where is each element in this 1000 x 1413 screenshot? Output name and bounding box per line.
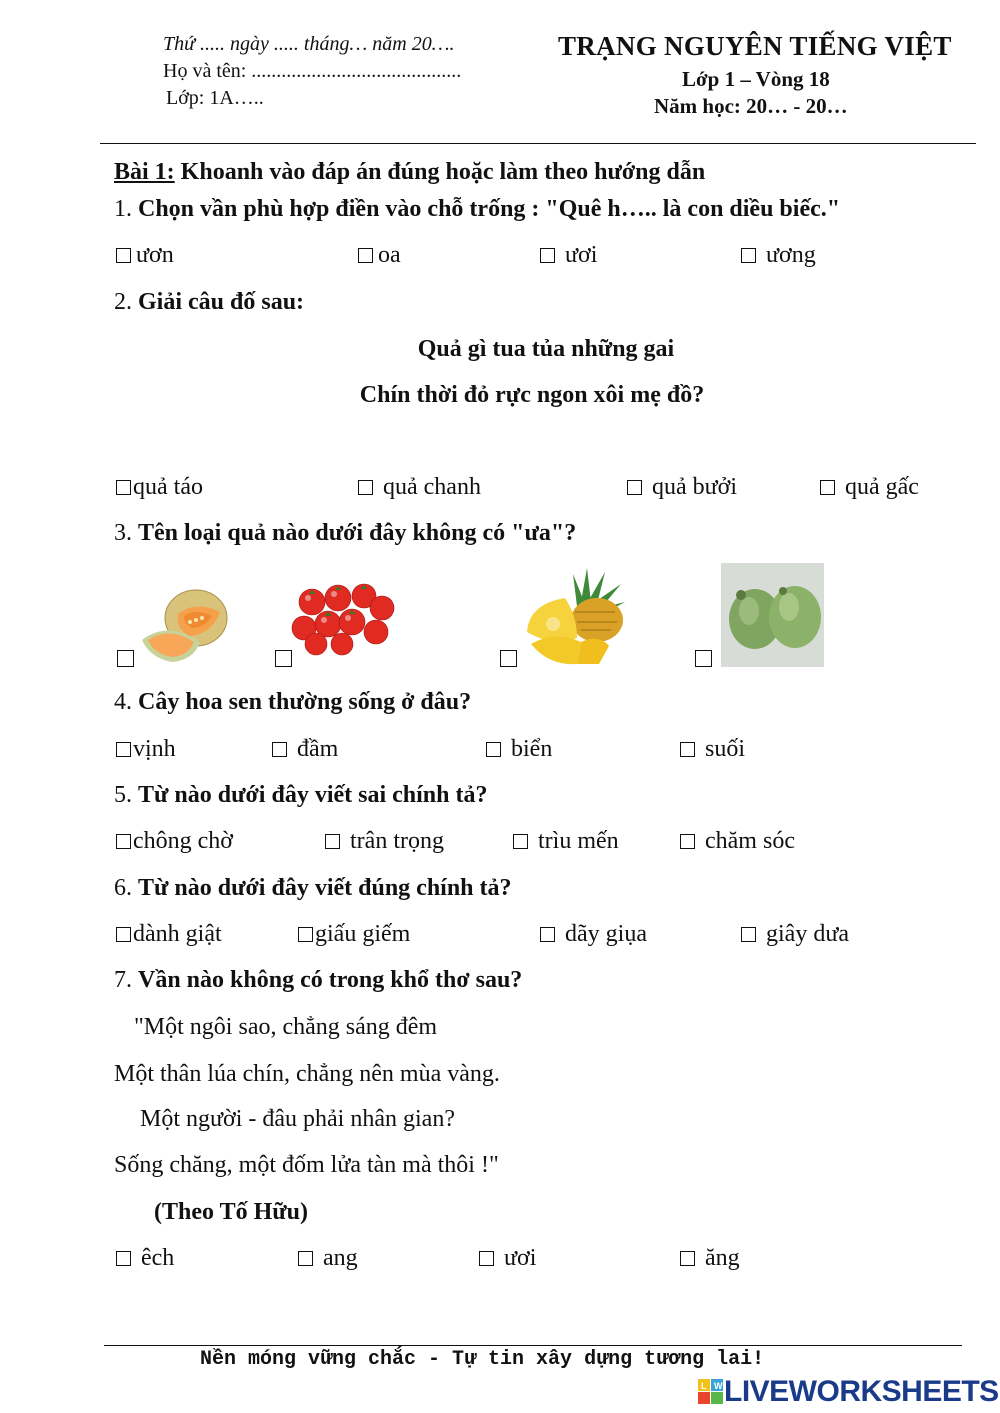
coconuts-image — [721, 563, 824, 667]
school-year: Năm học: 20… - 20… — [654, 94, 848, 118]
q6-option-c[interactable]: dãy giụa — [540, 921, 647, 948]
liveworksheets-logo[interactable] — [698, 1375, 999, 1409]
checkbox[interactable] — [540, 927, 555, 942]
poem-line-2: Một thân lúa chín, chẳng nên mùa vàng. — [114, 1061, 500, 1087]
checkbox[interactable] — [627, 480, 642, 495]
q3-option-d-checkbox[interactable] — [695, 650, 712, 667]
question-text: Cây hoa sen thường sống ở đâu? — [138, 689, 472, 715]
class-line: Lớp: 1A….. — [166, 87, 264, 109]
q7-option-c[interactable]: ươi — [479, 1245, 536, 1272]
question-5 — [114, 782, 488, 809]
checkbox[interactable] — [820, 480, 835, 495]
date-line: Thứ ..... ngày ..... tháng… năm 20…. — [163, 33, 455, 55]
header-divider — [100, 143, 976, 144]
poem-line-3: Một người - đâu phải nhân gian? — [140, 1106, 455, 1132]
checkbox[interactable] — [116, 480, 131, 495]
q4-option-c[interactable]: biển — [486, 736, 552, 763]
checkbox[interactable] — [486, 742, 501, 757]
question-text: Vần nào không có trong khổ thơ sau? — [138, 967, 523, 993]
question-6 — [114, 875, 512, 902]
svg-text:W: W — [714, 1381, 723, 1391]
checkbox[interactable] — [741, 248, 756, 263]
q6-option-a[interactable]: dành giật — [116, 921, 222, 948]
riddle-line-2: Chín thời đỏ rực ngon xôi mẹ đồ? — [359, 382, 705, 408]
checkbox[interactable] — [325, 834, 340, 849]
question-1 — [114, 196, 840, 223]
grade-round: Lớp 1 – Vòng 18 — [682, 67, 830, 91]
q5-option-a[interactable]: chông chờ — [116, 828, 233, 855]
checkbox[interactable] — [680, 742, 695, 757]
brand-name: LIVEWORKSHEETS — [724, 1375, 999, 1408]
question-number: 5. — [114, 782, 132, 808]
question-text: Từ nào dưới đây viết sai chính tả? — [138, 782, 488, 808]
section-label: Bài 1: — [114, 159, 175, 185]
poem-line-4: Sống chăng, một đốm lửa tàn mà thôi !" — [114, 1152, 499, 1178]
checkbox[interactable] — [116, 248, 131, 263]
checkbox[interactable] — [540, 248, 555, 263]
question-number: 2. — [114, 289, 132, 315]
tomatoes-image — [290, 580, 398, 656]
q4-option-d[interactable]: suối — [680, 736, 745, 763]
question-7 — [114, 967, 522, 994]
q4-option-b[interactable]: đầm — [272, 736, 338, 763]
checkbox[interactable] — [298, 1251, 313, 1266]
checkbox[interactable] — [272, 742, 287, 757]
question-number: 6. — [114, 875, 132, 901]
question-text: Giải câu đố sau: — [138, 289, 305, 315]
q1-option-d[interactable]: ương — [741, 242, 816, 269]
checkbox[interactable] — [116, 927, 131, 942]
question-text: Tên loại quả nào dưới đây không có "ưa"? — [138, 520, 577, 546]
q7-option-a[interactable]: êch — [116, 1245, 174, 1272]
question-number: 4. — [114, 689, 132, 715]
q7-option-d[interactable]: ăng — [680, 1245, 740, 1272]
pineapple-image — [525, 568, 629, 668]
q5-option-d[interactable]: chăm sóc — [680, 828, 795, 855]
q5-option-c[interactable]: trìu mến — [513, 828, 619, 855]
checkbox[interactable] — [513, 834, 528, 849]
q7-option-b[interactable]: ang — [298, 1245, 358, 1272]
q2-option-a[interactable]: quả táo — [116, 474, 203, 501]
section-instruction: Khoanh vào đáp án đúng hoặc làm theo hướng dẫn — [174, 159, 706, 185]
q5-option-b[interactable]: trân trọng — [325, 828, 444, 855]
q6-option-d[interactable]: giây dưa — [741, 921, 849, 948]
checkbox[interactable] — [116, 834, 131, 849]
q1-option-a[interactable]: ươn — [116, 242, 174, 269]
checkbox[interactable] — [358, 480, 373, 495]
question-3 — [114, 520, 576, 547]
question-number: 3. — [114, 520, 132, 546]
checkbox[interactable] — [116, 742, 131, 757]
question-text: Từ nào dưới đây viết đúng chính tả? — [138, 875, 512, 901]
checkbox[interactable] — [358, 248, 373, 263]
question-number: 7. — [114, 967, 132, 993]
q3-option-a-checkbox[interactable] — [117, 650, 134, 667]
checkbox[interactable] — [116, 1251, 131, 1266]
q2-option-c[interactable]: quả bưởi — [627, 474, 737, 501]
footer-motto: Nền móng vững chắc - Tự tin xây dựng tương lai! — [200, 1348, 765, 1371]
poem-source: (Theo Tố Hữu) — [154, 1199, 308, 1225]
q1-option-c[interactable]: ươi — [540, 242, 597, 269]
q1-option-b[interactable]: oa — [358, 242, 401, 269]
checkbox[interactable] — [680, 834, 695, 849]
cantaloupe-melon-image — [138, 580, 230, 672]
question-2 — [114, 289, 304, 316]
section-heading — [114, 159, 705, 186]
question-number: 1. — [114, 196, 132, 222]
page-title: TRẠNG NGUYÊN TIẾNG VIỆT — [558, 31, 952, 61]
q4-option-a[interactable]: vịnh — [116, 736, 176, 763]
checkbox[interactable] — [479, 1251, 494, 1266]
question-text: Chọn vần phù hợp điền vào chỗ trống : "Quê h….. là con diều biếc." — [138, 196, 841, 222]
q2-option-d[interactable]: quả gấc — [820, 474, 919, 501]
svg-text:L: L — [701, 1381, 707, 1391]
question-4 — [114, 689, 471, 716]
q6-option-b[interactable]: giấu giếm — [298, 921, 410, 948]
liveworksheets-icon — [698, 1377, 724, 1407]
checkbox[interactable] — [741, 927, 756, 942]
poem-line-1: "Một ngôi sao, chẳng sáng đêm — [134, 1014, 438, 1040]
footer-divider — [104, 1345, 962, 1346]
checkbox[interactable] — [680, 1251, 695, 1266]
q2-option-b[interactable]: quả chanh — [358, 474, 481, 501]
name-line: Họ và tên: .......................................... — [163, 60, 462, 82]
q3-option-c-checkbox[interactable] — [500, 650, 517, 667]
checkbox[interactable] — [298, 927, 313, 942]
riddle-line-1: Quả gì tua tủa những gai — [417, 336, 675, 362]
